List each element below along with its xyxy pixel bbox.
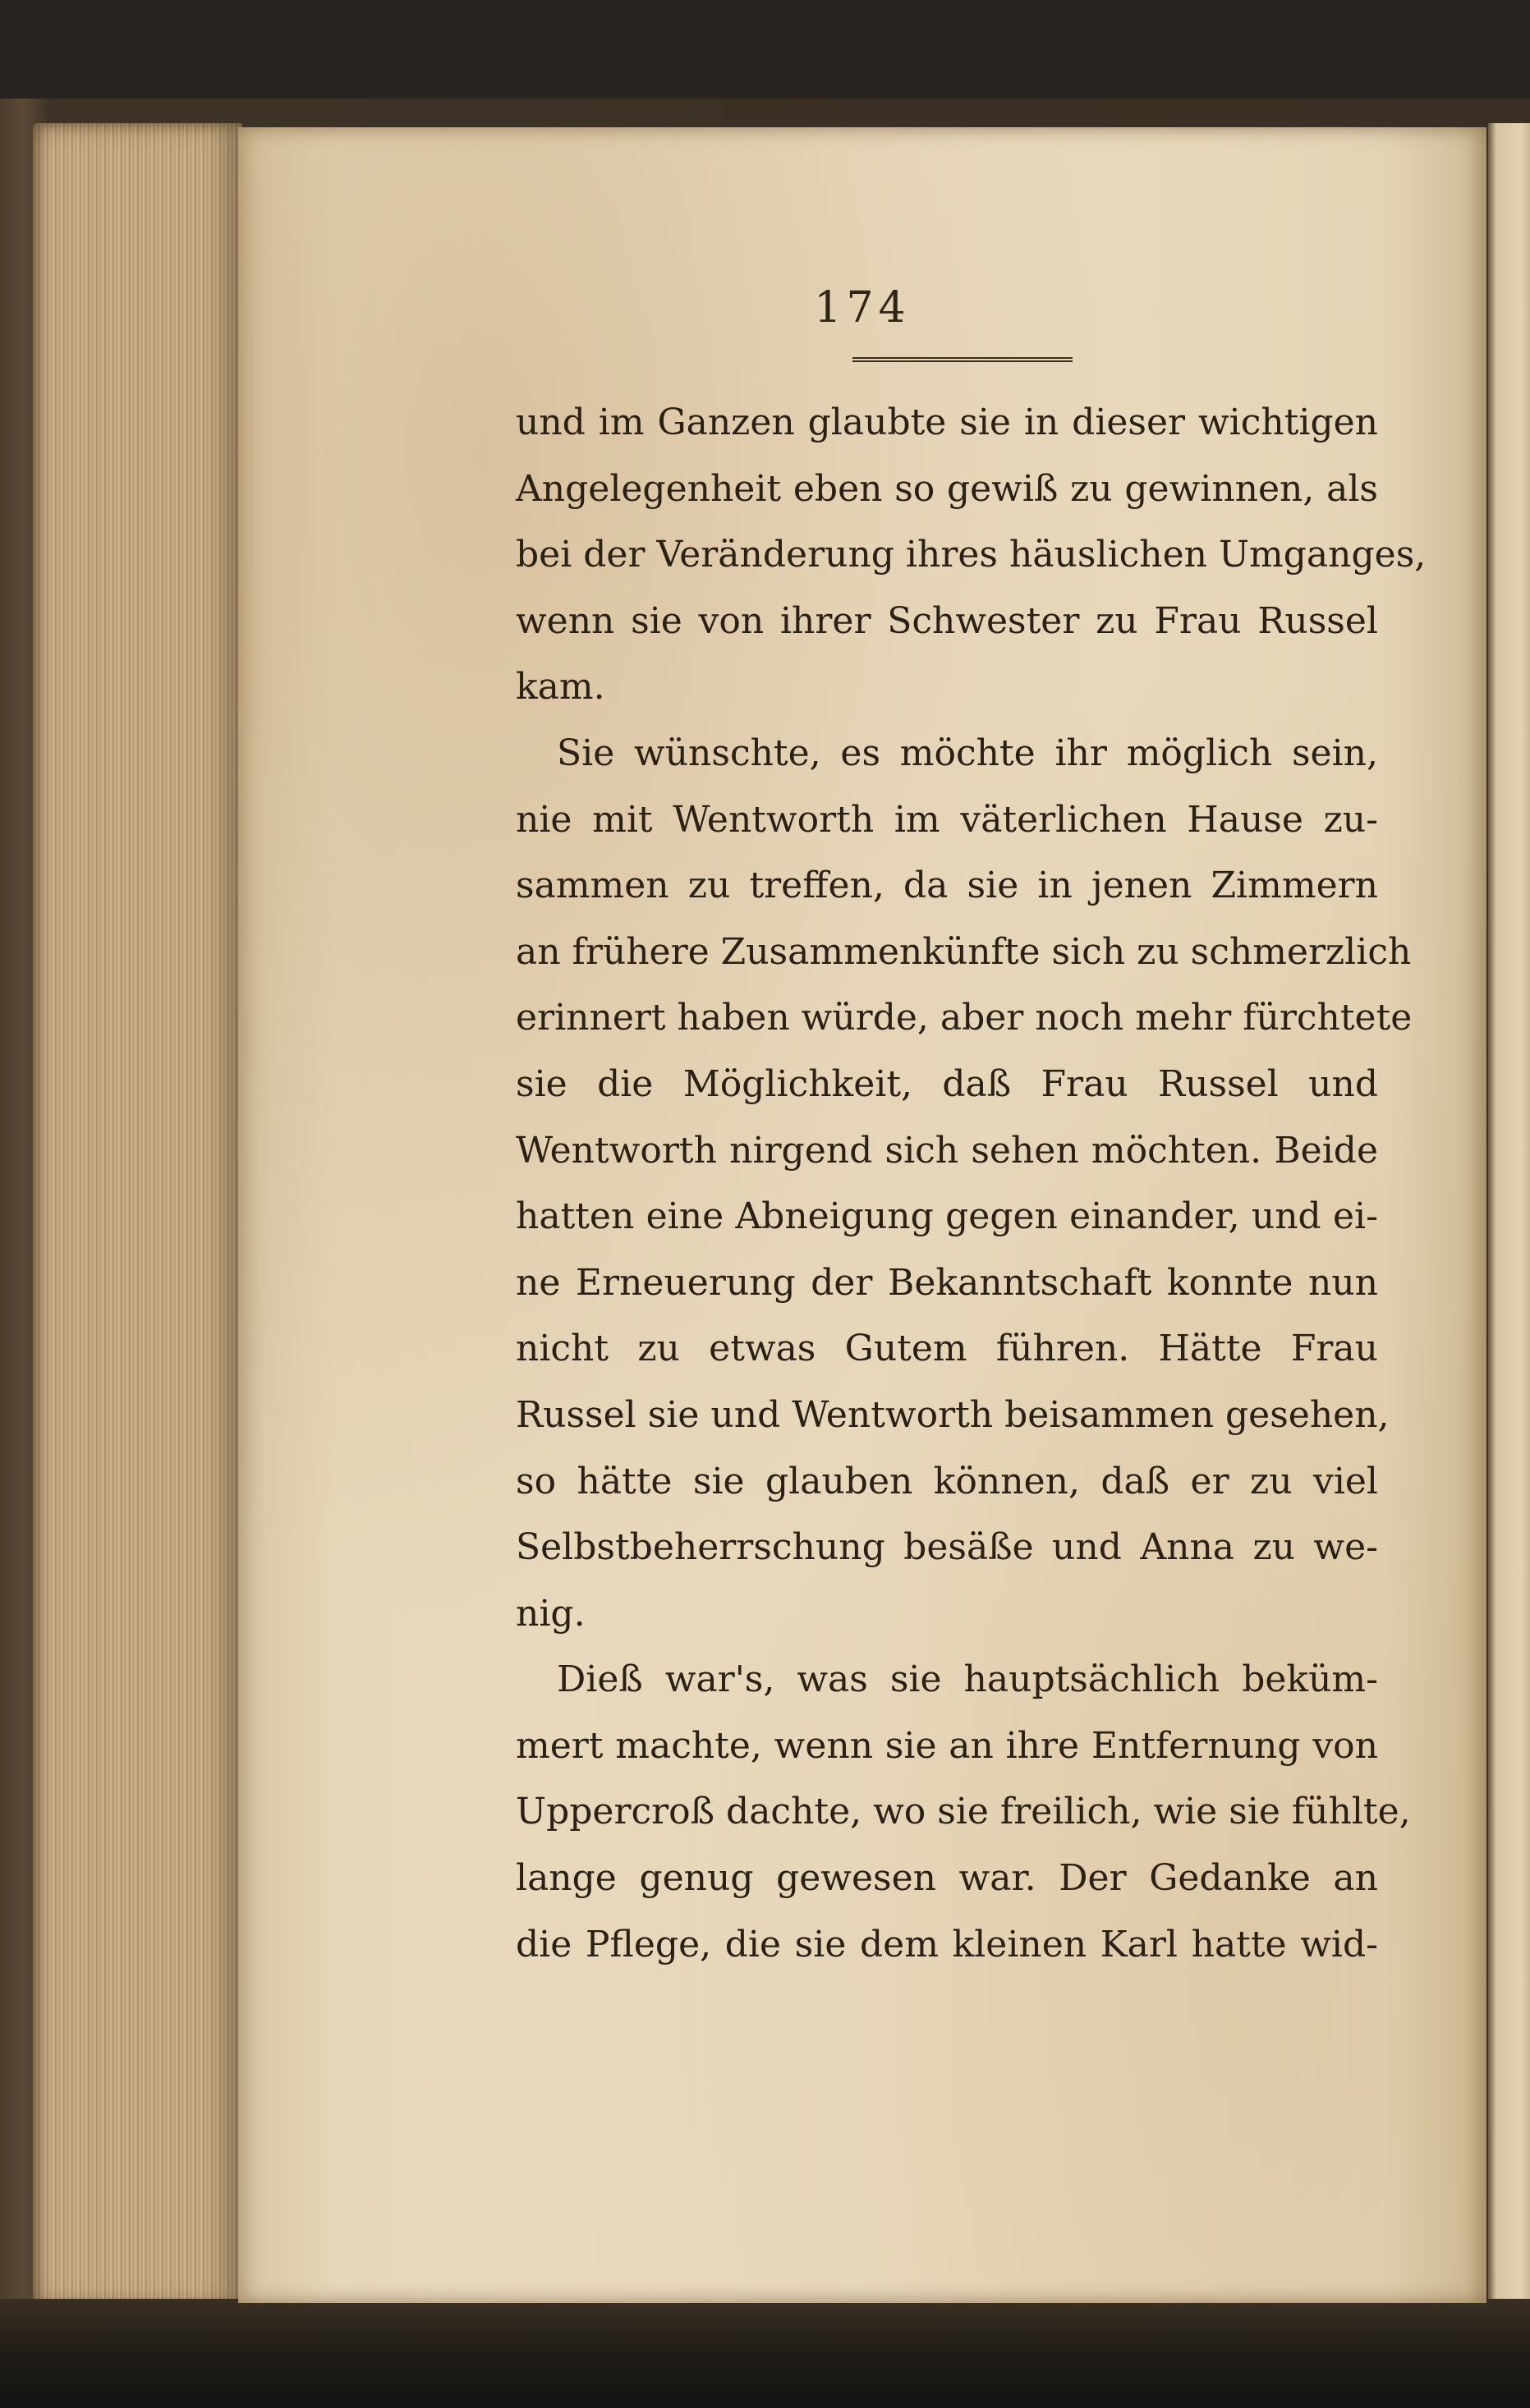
text-line: lange genug gewesen war. Der Gedanke an	[516, 1857, 1378, 1900]
text-line: die Pflege, die sie dem kleinen Karl hatte wid-	[516, 1923, 1378, 1965]
text-line: mert machte, wenn sie an ihre Entfernung von	[516, 1724, 1378, 1767]
text-line: Uppercroß dachte, wo sie freilich, wie sie fühlte,	[516, 1791, 1411, 1833]
text-line: erinnert haben würde, aber noch mehr fürchtete	[516, 997, 1413, 1039]
text-line: so hätte sie glauben können, daß er zu viel	[516, 1460, 1378, 1502]
text-line: Angelegenheit eben so gewiß zu gewinnen, als	[516, 467, 1378, 510]
text-line: kam.	[516, 666, 605, 709]
page-body-text	[516, 390, 1427, 1978]
text-line: nig.	[516, 1592, 586, 1635]
text-line: nie mit Wentworth im väterlichen Hause zu-	[516, 798, 1378, 841]
text-line: bei der Veränderung ihres häuslichen Umganges,	[516, 534, 1427, 576]
text-line: an frühere Zusammenkünfte sich zu schmerzlich	[516, 930, 1412, 973]
text-line: hatten eine Abneigung gegen einander, und ei-	[516, 1195, 1378, 1238]
text-line: ne Erneuerung der Bekanntschaft konnte nun	[516, 1261, 1378, 1304]
header-rule	[852, 357, 1073, 362]
text-line: Sie wünschte, es möchte ihr möglich sein,	[557, 732, 1378, 774]
bottom-shadow	[0, 2299, 1530, 2408]
facing-page-edge	[1488, 123, 1530, 2307]
text-line: Wentworth nirgend sich sehen möchten. Beide	[516, 1129, 1378, 1172]
text-line: und im Ganzen glaubte sie in dieser wichtigen	[516, 401, 1378, 443]
page-edges	[33, 123, 242, 2307]
text-line: Russel sie und Wentworth beisammen gesehen,	[516, 1393, 1390, 1436]
text-line: wenn sie von ihrer Schwester zu Frau Russel	[516, 599, 1378, 642]
book-page	[238, 127, 1486, 2303]
text-line: sie die Möglichkeit, daß Frau Russel und	[516, 1062, 1378, 1105]
text-line: Dieß war's, was sie hauptsächlich beküm-	[557, 1658, 1378, 1701]
page-number: 174	[814, 283, 911, 333]
text-line: sammen zu treffen, da sie in jenen Zimmern	[516, 865, 1378, 907]
text-line: nicht zu etwas Gutem führen. Hätte Frau	[516, 1328, 1378, 1370]
text-line: Selbstbeherrschung besäße und Anna zu we-	[516, 1526, 1378, 1569]
